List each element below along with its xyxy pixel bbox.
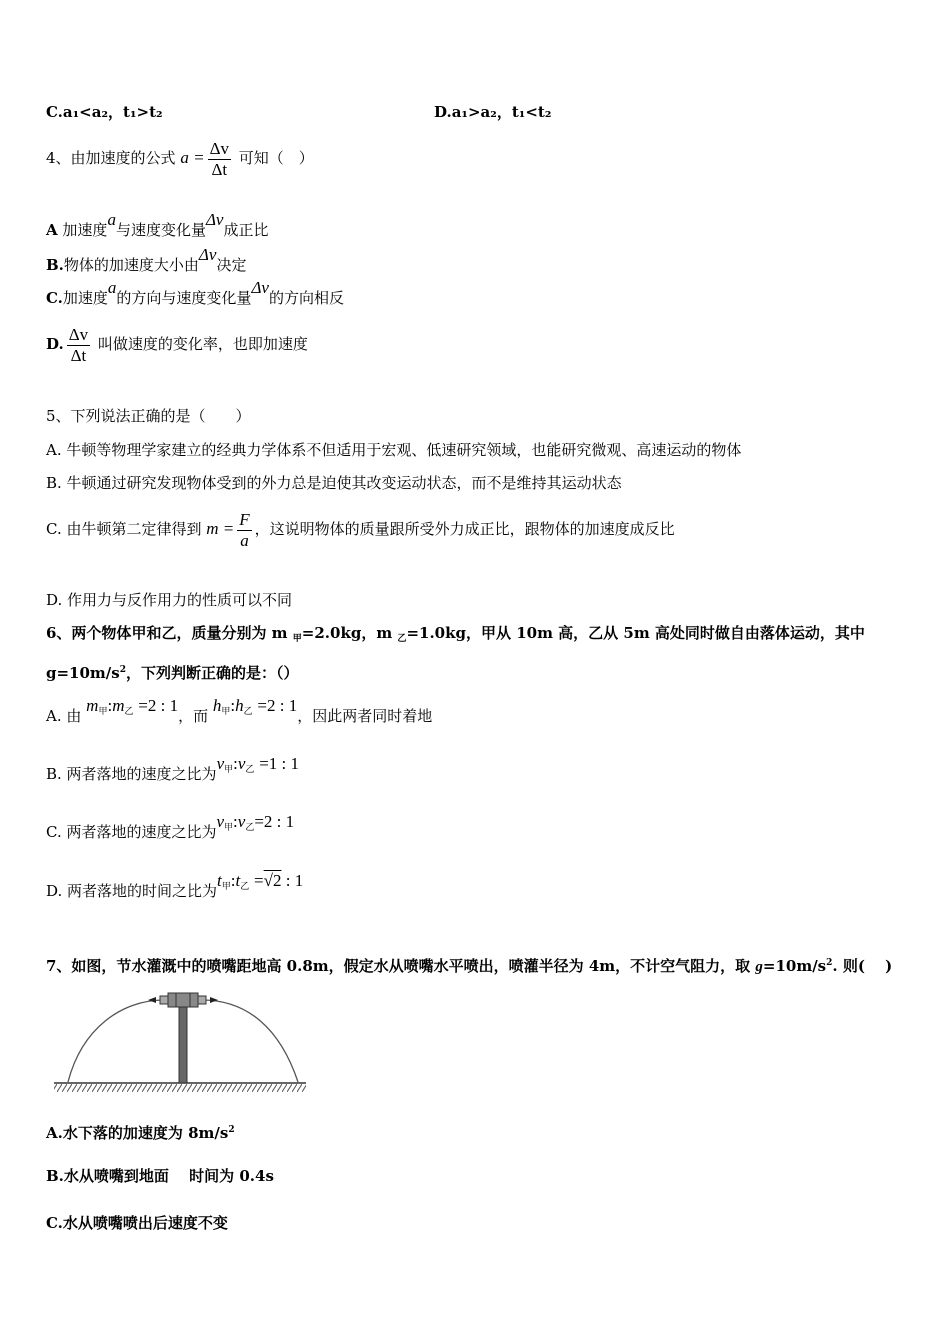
nozzle-left xyxy=(160,996,168,1004)
water-arc-left xyxy=(68,1000,164,1082)
arrow-left-icon xyxy=(148,997,156,1003)
q7-option-a xyxy=(46,1120,235,1143)
q6-option-b xyxy=(46,754,300,790)
q4-option-c xyxy=(46,278,344,308)
q6-option-c-ratio xyxy=(216,813,294,831)
q4-option-a-label: A xyxy=(46,221,58,239)
q5-option-c-fraction xyxy=(237,510,251,551)
q4-option-d-numerator: Δv xyxy=(68,324,89,344)
q4-option-d xyxy=(46,322,308,366)
q7-option-a-text: A.水下落的加速度为 8m/s xyxy=(46,1124,229,1142)
q5-option-c-text1: C. 由牛顿第二定律得到 xyxy=(46,520,202,538)
q7-stem-sup: 2 xyxy=(826,958,833,968)
q4-stem-prefix: 4、由加速度的公式 xyxy=(46,149,176,167)
q6-colon-3: : xyxy=(233,754,238,773)
q4-formula-fraction xyxy=(208,139,231,180)
q6-v-symbol-2: v xyxy=(237,754,246,773)
q7-option-c: C.水从喷嘴喷出后速度不变 xyxy=(46,1214,228,1232)
q6-colon-1: : xyxy=(107,696,113,715)
q6-stem-line2 xyxy=(46,660,299,683)
q6-yi-sub-3: 乙 xyxy=(245,765,255,775)
q6-option-d-ratio xyxy=(217,872,303,890)
q3-option-d: D.a₁>a₂，t₁<t₂ xyxy=(434,103,552,121)
q6-yi-sub-4: 乙 xyxy=(245,823,255,833)
q6-option-a-text1: A. 由 xyxy=(46,707,82,725)
q5-option-b: B. 牛顿通过研究发现物体受到的外力总是迫使其改变运动状态，而不是维持其运动状态 xyxy=(46,474,622,492)
q5-option-a: A. 牛顿等物理学家建立的经典力学体系不但适用于宏观、低速研究领域，也能研究微观、高速运动的物体 xyxy=(46,441,742,459)
q5-option-c-text2: ，这说明物体的质量跟所受外力成正比，跟物体的加速度成反比 xyxy=(254,520,675,538)
q4-option-c-text1: 加速度 xyxy=(62,289,108,307)
q6-jia-sub-2: 甲 xyxy=(221,707,231,717)
q4-formula-numerator: Δv xyxy=(209,138,229,158)
q6-ratio-c: =2 : 1 xyxy=(254,812,295,831)
q4-option-b xyxy=(46,245,247,275)
q6-m-symbol-2: m xyxy=(112,696,125,715)
q5-stem: 5、下列说法正确的是（ ） xyxy=(46,407,251,425)
q4-option-a xyxy=(46,210,269,240)
q4-option-d-denominator: Δt xyxy=(70,345,87,365)
q4-option-c-text3: 的方向相反 xyxy=(268,289,344,307)
q6-ratio-a2: =2 : 1 xyxy=(257,696,298,715)
q7-stem xyxy=(46,953,892,977)
q4-option-c-label: C. xyxy=(46,289,63,307)
nozzle-right xyxy=(198,996,206,1004)
q4-option-b-text1: 物体的加速度大小由 xyxy=(63,256,199,274)
q4-option-c-symbol2: Δv xyxy=(251,278,269,297)
sprinkler-diagram xyxy=(52,988,312,1100)
q6-v-symbol-4: v xyxy=(237,812,246,831)
q6-yi-sub-5: 乙 xyxy=(240,882,250,892)
q6-jia-sub-4: 甲 xyxy=(224,823,234,833)
q6-jia-sub-1: 甲 xyxy=(98,707,108,717)
q4-option-a-symbol1: a xyxy=(107,210,116,229)
q6-ratio-d-equals: = xyxy=(254,871,264,890)
q6-jia-sub-5: 甲 xyxy=(221,882,231,892)
q4-stem xyxy=(46,136,314,180)
q6-stem-text3: =1.0kg，甲从 10m 高，乙从 5m 高处同时做自由落体运动，其中 xyxy=(406,624,865,642)
q7-option-b: B.水从喷嘴到地面 时间为 0.4s xyxy=(46,1167,274,1185)
q6-ratio-a1: =2 : 1 xyxy=(138,696,179,715)
q6-ratio-d-root: √2 xyxy=(263,871,282,890)
q6-colon-5: : xyxy=(230,871,236,890)
q6-option-d-text: D. 两者落地的时间之比为 xyxy=(46,882,218,900)
q6-yi-sub-2: 乙 xyxy=(243,707,253,717)
q6-stem2-text2: ，下列判断正确的是：（） xyxy=(126,664,299,682)
q6-stem-text1: 6、两个物体甲和乙，质量分别为 m xyxy=(46,624,293,642)
q6-h-symbol-1: h xyxy=(212,696,222,715)
q5-option-c-lhs: m = xyxy=(206,519,235,538)
q6-ratio-b: =1 : 1 xyxy=(259,754,300,773)
ground-hatch xyxy=(54,1084,306,1092)
q6-option-a-mass-ratio xyxy=(86,697,178,715)
water-arc-right xyxy=(202,1000,298,1082)
sprinkler-pipe xyxy=(179,1004,187,1083)
q6-option-c xyxy=(46,812,295,848)
q6-stem-text2: =2.0kg，m xyxy=(301,624,398,642)
q4-option-c-text2: 的方向与速度变化量 xyxy=(116,289,252,307)
q6-h-symbol-2: h xyxy=(235,696,244,715)
q7-stem-text2: =10m/s xyxy=(762,957,827,975)
q4-option-b-label: B. xyxy=(46,256,64,274)
q4-option-b-symbol: Δv xyxy=(198,245,217,264)
q4-option-d-label: D. xyxy=(46,335,64,353)
q7-stem-text3: . 则( ) xyxy=(832,957,893,975)
q6-stem2-text1: g=10m/s xyxy=(46,664,120,682)
q7-option-a-sup: 2 xyxy=(228,1125,235,1135)
q6-v-symbol-1: v xyxy=(216,754,225,773)
q4-option-b-text2: 决定 xyxy=(216,256,247,274)
q5-option-c-denominator: a xyxy=(240,530,249,550)
q6-stem-line1 xyxy=(46,623,865,649)
q6-colon-4: : xyxy=(233,812,238,831)
q6-stem-yi: 乙 xyxy=(397,634,407,644)
q4-option-d-fraction xyxy=(67,325,90,366)
q4-option-c-symbol1: a xyxy=(107,278,117,297)
q4-option-a-symbol2: Δv xyxy=(205,210,224,229)
q6-option-c-text: C. 两者落地的速度之比为 xyxy=(46,823,217,841)
q4-formula-lhs: a = xyxy=(180,148,205,167)
q6-option-a-height-ratio xyxy=(213,697,297,715)
q5-option-c xyxy=(46,507,675,551)
q6-option-a-text2: ，而 xyxy=(178,707,209,725)
q4-option-d-text: 叫做速度的变化率，也即加速度 xyxy=(97,335,308,353)
q5-option-c-numerator: F xyxy=(239,509,250,529)
q6-option-d xyxy=(46,871,304,907)
q6-option-a-text3: ，因此两者同时着地 xyxy=(297,707,433,725)
q7-stem-g: g xyxy=(755,959,763,975)
q7-stem-text1: 7、如图，节水灌溉中的喷嘴距地高 0.8m，假定水从喷嘴水平喷出，喷灌半径为 4m，不计空气阻力，取 xyxy=(46,957,756,975)
q6-stem-jia: 甲 xyxy=(292,634,302,644)
q6-jia-sub-3: 甲 xyxy=(224,765,234,775)
q6-m-symbol-1: m xyxy=(86,696,99,715)
sprinkler-head xyxy=(168,993,198,1007)
q6-yi-sub-1: 乙 xyxy=(124,707,134,717)
q4-option-a-text3: 成正比 xyxy=(223,221,269,239)
q3-option-c: C.a₁<a₂，t₁>t₂ xyxy=(46,103,163,121)
q6-ratio-d-end: : 1 xyxy=(281,871,304,890)
q4-option-a-text1: 加速度 xyxy=(62,221,108,239)
q6-stem2-sup: 2 xyxy=(119,665,126,675)
q6-option-b-ratio xyxy=(217,755,299,773)
q6-option-b-text: B. 两者落地的速度之比为 xyxy=(46,765,217,783)
q4-option-a-text2: 与速度变化量 xyxy=(115,221,206,239)
q6-colon-2: : xyxy=(230,696,236,715)
arrow-right-icon xyxy=(210,997,218,1003)
q4-formula-denominator: Δt xyxy=(211,159,228,179)
q6-option-a xyxy=(46,696,433,732)
q6-t-symbol-2: t xyxy=(235,871,241,890)
q4-stem-suffix: 可知（ ） xyxy=(238,149,314,167)
q6-v-symbol-3: v xyxy=(216,812,225,831)
q5-option-d: D. 作用力与反作用力的性质可以不同 xyxy=(46,591,293,609)
q6-t-symbol-1: t xyxy=(217,871,222,890)
